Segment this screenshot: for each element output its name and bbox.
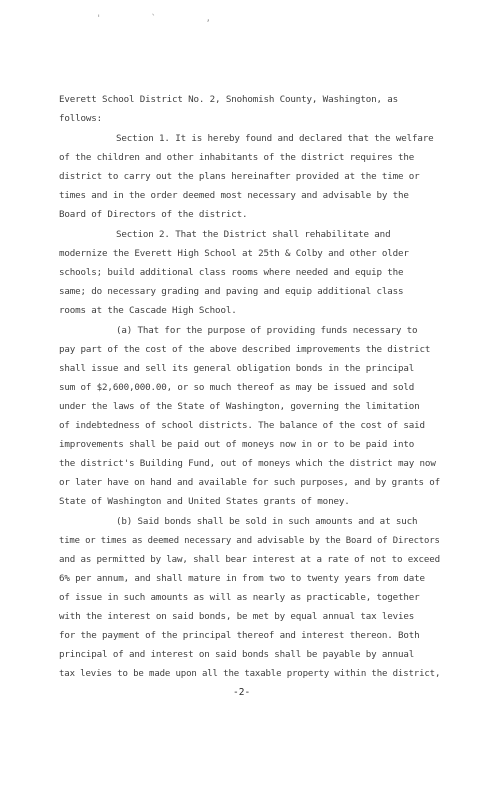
text-line: (b) Said bonds shall be sold in such amounts and at such: [116, 516, 418, 527]
text-line: of issue in such amounts as will as nearly as practicable, together: [59, 592, 420, 603]
text-line: time or times as deemed necessary and advisable by the Board of Directors: [59, 535, 440, 546]
text-line: Section 2. That the District shall rehabilitate and: [116, 229, 391, 240]
text-line: modernize the Everett High School at 25th & Colby and other older: [59, 248, 409, 259]
page-number: -2-: [233, 687, 251, 698]
text-line: same; do necessary grading and paving and equip additional class: [59, 286, 404, 297]
text-line: and as permitted by law, shall bear interest at a rate of not to exceed: [59, 554, 440, 565]
text-line: shall issue and sell its general obligation bonds in the principal: [59, 363, 415, 374]
text-line: (a) That for the purpose of providing funds necessary to: [116, 325, 418, 336]
text-line: tax levies to be made upon all the taxable property within the district,: [59, 668, 441, 679]
text-line: pay part of the cost of the above described improvements the district: [59, 344, 431, 355]
text-line: for the payment of the principal thereof and interest thereon. Both: [59, 630, 420, 641]
text-line: Board of Directors of the district.: [59, 209, 248, 220]
text-line: follows:: [59, 113, 103, 124]
scan-marks: ' ` ‚: [96, 14, 234, 24]
text-line: the district's Building Fund, out of moneys which the district may now: [59, 458, 436, 469]
text-line: or later have on hand and available for such purposes, and by grants of: [59, 477, 440, 488]
text-line: under the laws of the State of Washington, governing the limitation: [59, 401, 420, 412]
text-line: principal of and interest on said bonds shall be payable by annual: [59, 649, 415, 660]
text-line: of indebtedness of school districts. The balance of the cost of said: [59, 420, 425, 431]
text-line: Section 1. It is hereby found and declared that the welfare: [116, 133, 434, 144]
text-line: rooms at the Cascade High School.: [59, 305, 237, 316]
text-line: of the children and other inhabitants of the district requires the: [59, 152, 415, 163]
text-line: 6% per annum, and shall mature in from two to twenty years from date: [59, 573, 425, 584]
text-line: sum of $2,600,000.00, or so much thereof as may be issued and sold: [59, 382, 415, 393]
text-line: with the interest on said bonds, be met by equal annual tax levies: [59, 611, 415, 622]
text-line: schools; build additional class rooms where needed and equip the: [59, 267, 404, 278]
text-line: district to carry out the plans hereinafter provided at the time or: [59, 171, 420, 182]
text-line: improvements shall be paid out of moneys now in or to be paid into: [59, 439, 415, 450]
text-line: times and in the order deemed most necessary and advisable by the: [59, 190, 409, 201]
text-line: State of Washington and United States grants of money.: [59, 496, 350, 507]
text-line: Everett School District No. 2, Snohomish County, Washington, as: [59, 94, 399, 105]
